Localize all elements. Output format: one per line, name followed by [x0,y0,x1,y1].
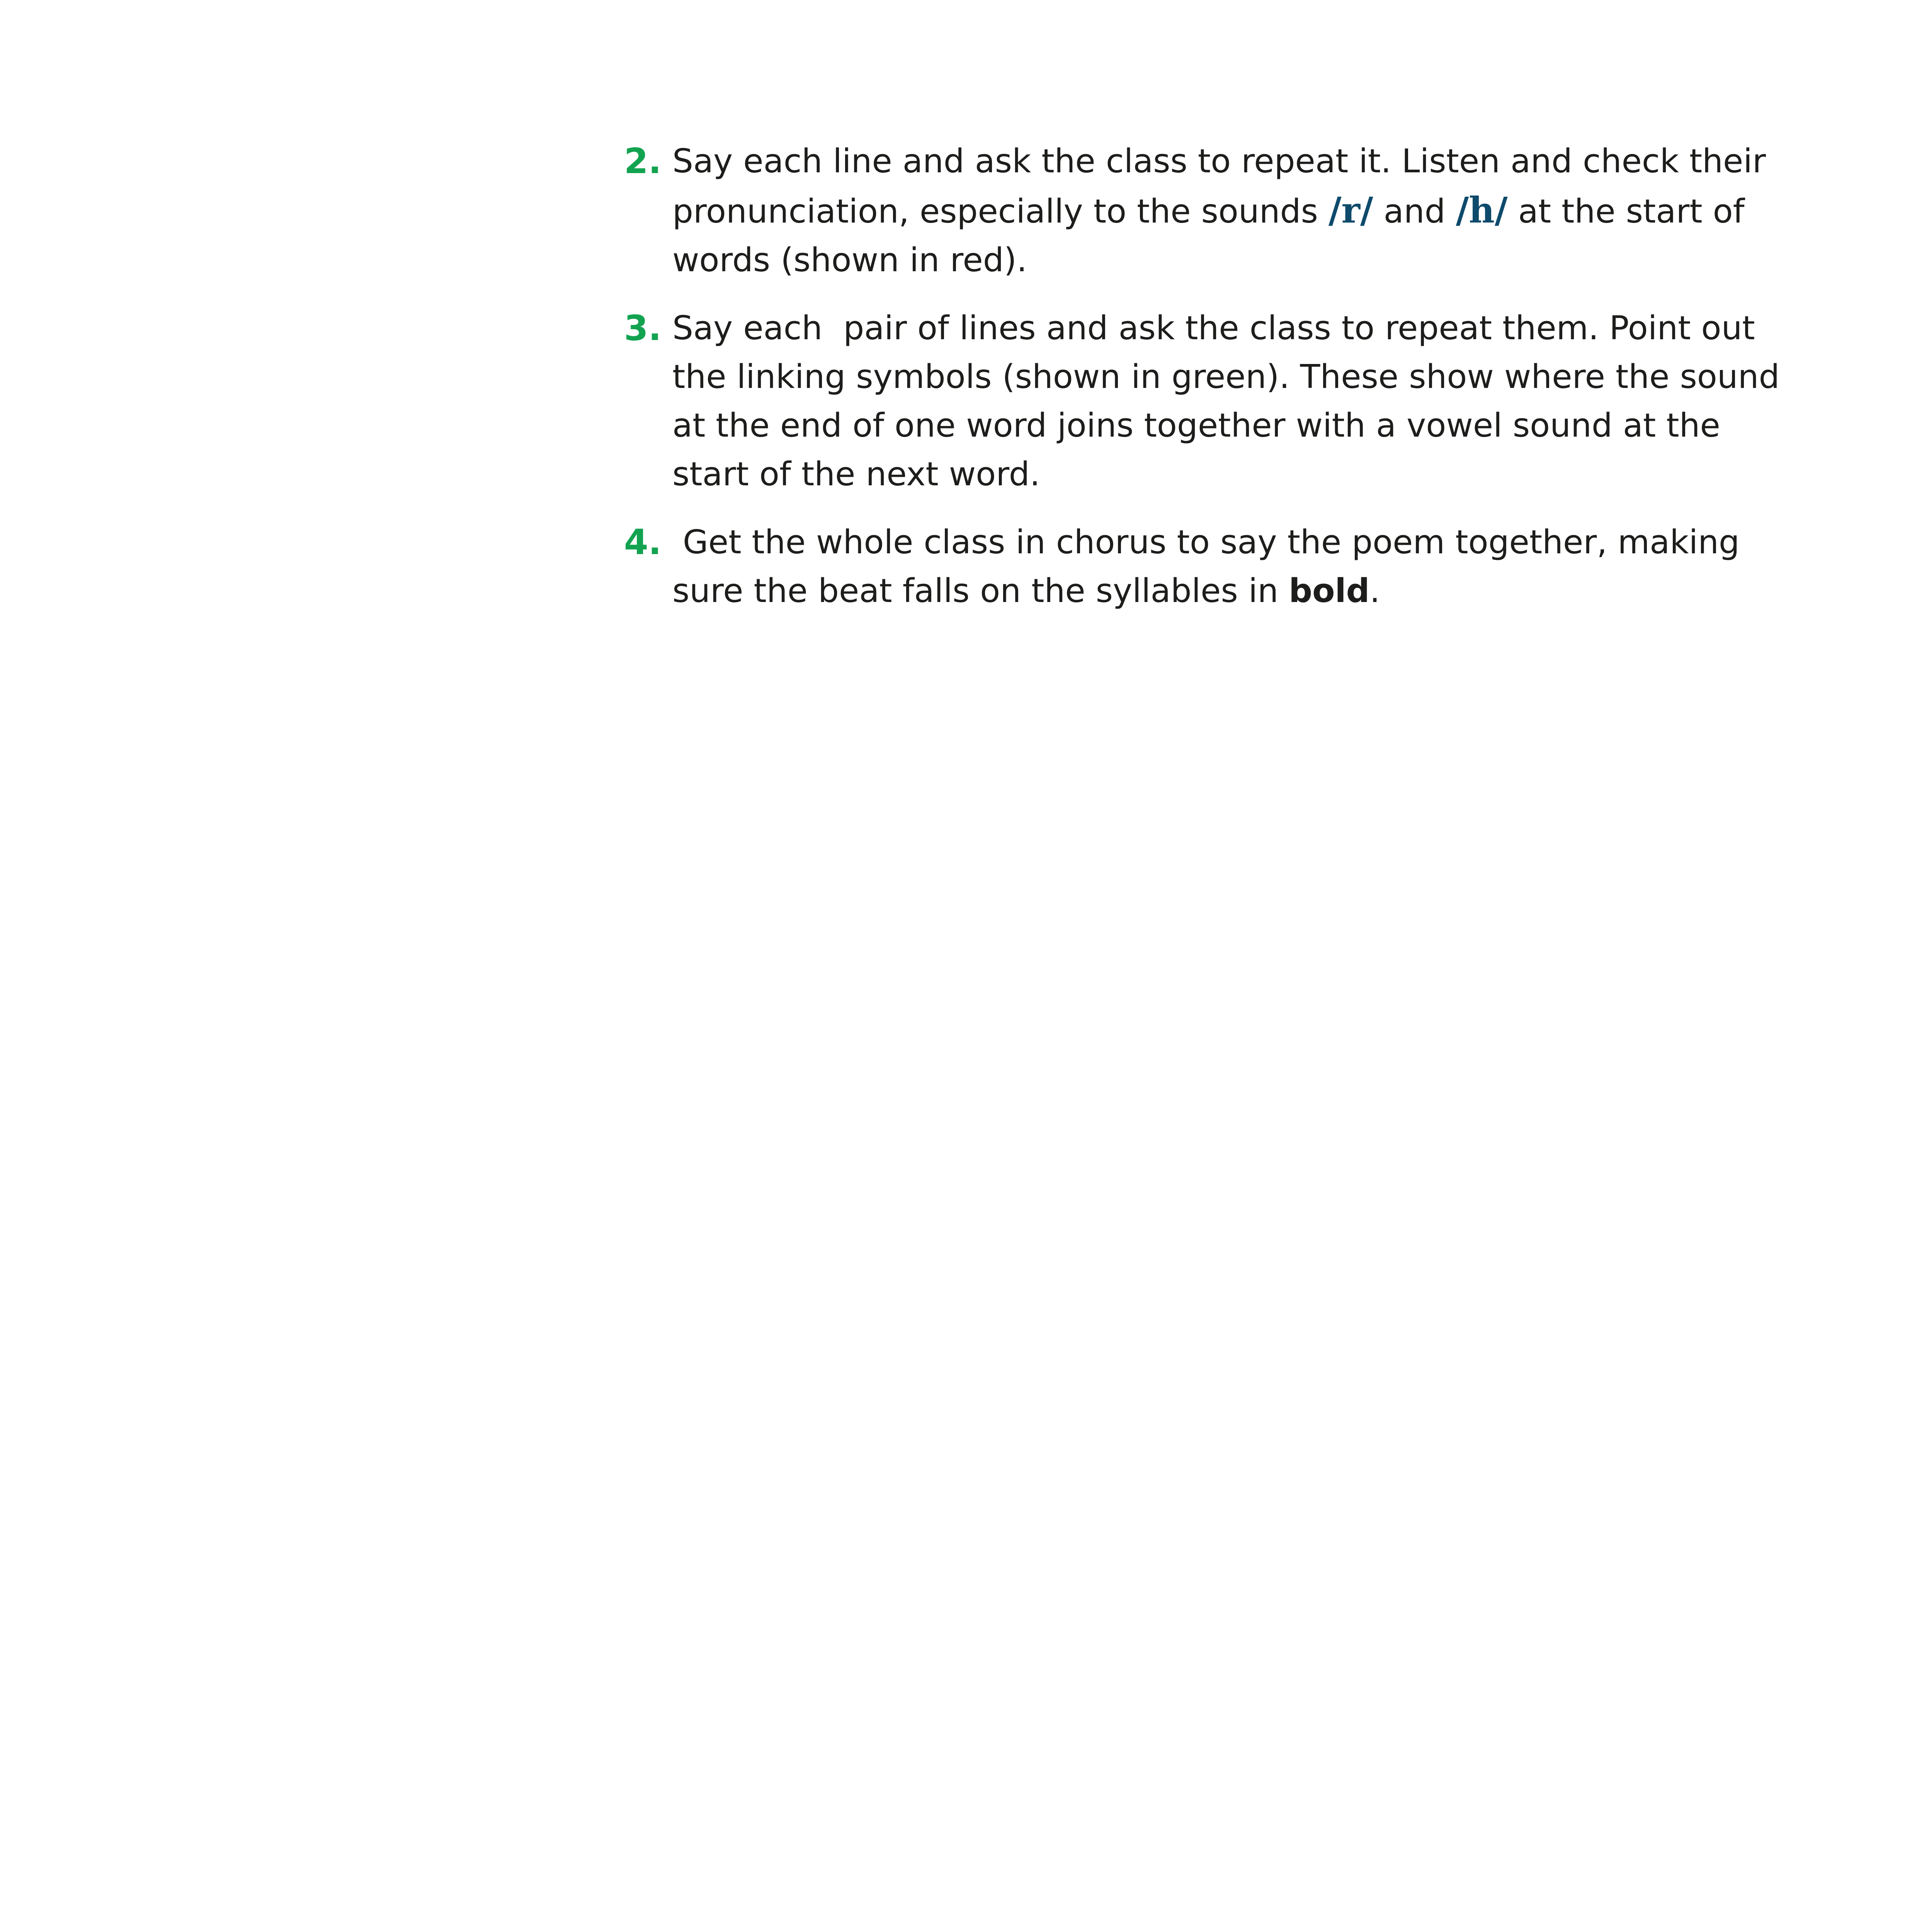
phoneme-r: /r/ [1328,189,1373,231]
step-number: 2. [624,141,662,182]
step-2 [624,137,1806,285]
step-4 [624,518,1806,616]
step-text: Say each pair of lines and ask the class to repeat them. Point out the linking symbols (shown in green). These show where the sound at the end of one word joins together with a vowel sound at the start of the next word. [672,309,1790,493]
step-text: . [1369,572,1380,610]
bold-word: bold [1289,572,1370,610]
step-number: 4. [624,522,662,563]
step-number: 3. [624,308,662,349]
step-text: and [1373,192,1456,231]
step-text: Get the whole class in chorus to say the poem together, making sure the beat falls on the syllables in [672,523,1750,610]
phoneme-h: /h/ [1456,189,1508,231]
step-text: Say each line and ask the class to repeat it. Listen and check their pronunciation, especially to the sounds [672,142,1766,231]
step-3 [624,304,1806,499]
step-text: at the start of words (shown in red). [672,192,1745,279]
instructions-list [624,137,1806,635]
